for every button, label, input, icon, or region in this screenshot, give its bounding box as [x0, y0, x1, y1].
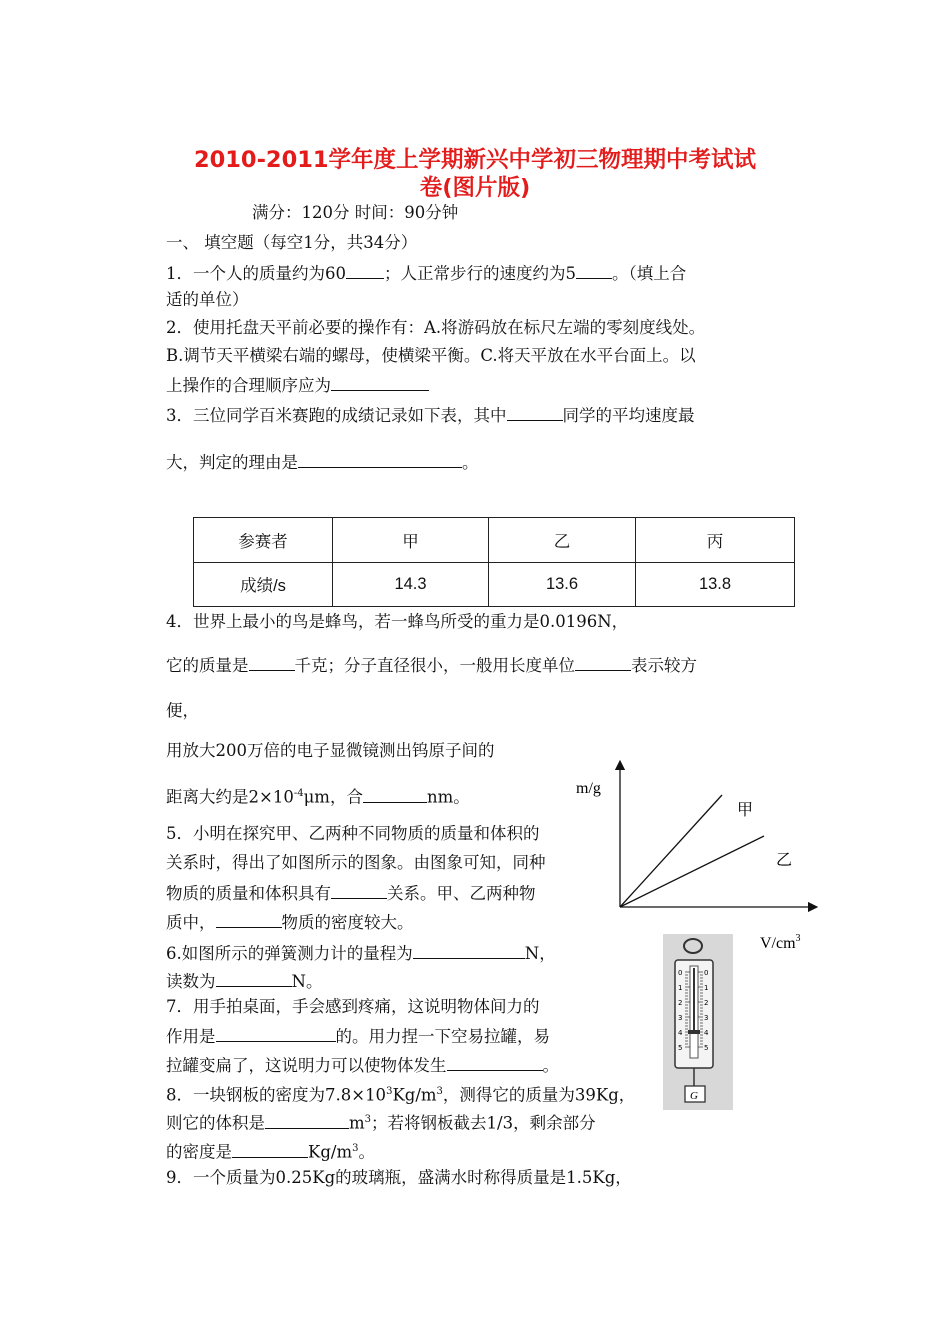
- question-8-line1: [166, 1082, 635, 1106]
- question-5-line4: [166, 911, 414, 933]
- q1-text: ；人正常步行的速度约为5: [384, 264, 576, 283]
- question-8-line3: [166, 1139, 375, 1163]
- table-cell: 甲: [333, 518, 489, 563]
- scale-tick-label: 0: [704, 969, 709, 977]
- scale-tick-label: 5: [678, 1044, 683, 1052]
- y-axis-label: m/g: [576, 780, 601, 797]
- q2-text: 上操作的合理顺序应为: [166, 376, 331, 395]
- scale-tick-label: 3: [678, 1014, 683, 1022]
- answer-blank[interactable]: [216, 970, 292, 987]
- question-4-line4: 用放大200万倍的电子显微镜测出钨原子间的: [166, 741, 495, 760]
- section-heading: 一、 填空题（每空1分，共34分）: [166, 233, 418, 252]
- q8-text: 。: [358, 1142, 375, 1162]
- exponent: 3: [436, 1086, 443, 1097]
- question-7-line3: [166, 1054, 559, 1076]
- answer-blank[interactable]: [265, 1112, 349, 1129]
- question-3-line1: [166, 404, 695, 426]
- q4-text: 距离大约是2×10: [166, 787, 294, 807]
- answer-blank[interactable]: [507, 404, 563, 421]
- table-cell: 13.6: [489, 562, 636, 607]
- question-8-line2: [166, 1110, 596, 1134]
- question-4-line2: [166, 654, 697, 676]
- table-cell: 丙: [636, 518, 795, 563]
- table-row: [194, 518, 795, 563]
- q7-text: 作用是: [166, 1027, 216, 1046]
- scale-tick-label: 0: [678, 969, 683, 977]
- spring-scale-image: [663, 934, 733, 1110]
- answer-blank[interactable]: [216, 911, 282, 928]
- table-cell: 参赛者: [194, 518, 333, 563]
- q6-text: 读数为: [166, 972, 216, 991]
- q5-text: 关系。甲、乙两种物: [387, 884, 536, 903]
- weight-label: G: [690, 1090, 698, 1102]
- answer-blank[interactable]: [576, 262, 612, 279]
- question-7-line2: [166, 1025, 550, 1047]
- q3-text: 同学的平均速度最: [562, 406, 695, 425]
- scale-tick-label: 3: [704, 1014, 709, 1022]
- scale-tick-label: 1: [704, 984, 709, 992]
- mass-volume-graph: [570, 755, 820, 955]
- answer-blank[interactable]: [249, 654, 295, 671]
- x-axis-label-text: V/cm: [760, 935, 796, 952]
- table-cell: 成绩/s: [194, 562, 333, 607]
- q6-text: 6.如图所示的弹簧测力计的量程为: [166, 944, 413, 963]
- exponent: 3: [386, 1086, 393, 1097]
- table-cell: 乙: [489, 518, 636, 563]
- q8-text: 则它的体积是: [166, 1113, 265, 1133]
- answer-blank[interactable]: [298, 451, 462, 468]
- scale-tick-label: 2: [704, 999, 709, 1007]
- question-5-line2: 关系时，得出了如图所示的图象。由图象可知，同种: [166, 853, 546, 872]
- answer-blank[interactable]: [346, 262, 384, 279]
- answer-blank[interactable]: [232, 1141, 308, 1158]
- scale-tick-label: 5: [704, 1044, 709, 1052]
- q7-text: 。: [542, 1056, 559, 1075]
- x-axis-label-exp: 3: [795, 933, 801, 944]
- q4-text: 表示较方: [631, 656, 697, 675]
- q4-text: 它的质量是: [166, 656, 249, 675]
- exponent: 3: [364, 1114, 372, 1125]
- q1-text: 1．一个人的质量约为60: [166, 264, 346, 283]
- table-cell: 14.3: [333, 562, 489, 607]
- q8-text: m: [349, 1113, 365, 1133]
- answer-blank[interactable]: [413, 942, 525, 959]
- line-yi: [620, 836, 764, 907]
- q4-text: 千克；分子直径很小，一般用长度单位: [294, 656, 575, 675]
- q8-text: 8．一块钢板的密度为7.8×10: [166, 1085, 387, 1105]
- scale-tick-label: 1: [678, 984, 683, 992]
- question-7-line1: 7．用手拍桌面，手会感到疼痛，这说明物体间力的: [166, 997, 540, 1016]
- question-4-line3: 便，: [166, 701, 199, 720]
- line-jia: [620, 795, 722, 907]
- line-yi-label: 乙: [776, 850, 793, 869]
- q1-text: 。（填上合: [612, 264, 687, 283]
- q5-text: 物质的密度较大。: [281, 913, 414, 932]
- question-4-line1: 4．世界上最小的鸟是蜂鸟，若一蜂鸟所受的重力是0.0196N，: [166, 612, 629, 631]
- question-2-line1: 2．使用托盘天平前必要的操作有：A.将游码放在标尺左端的零刻度线处。: [166, 318, 706, 337]
- answer-blank[interactable]: [216, 1025, 336, 1042]
- q3-text: 3．三位同学百米赛跑的成绩记录如下表，其中: [166, 406, 507, 425]
- q5-text: 质中，: [166, 913, 216, 932]
- question-2-line2: B.调节天平横梁右端的螺母，使横梁平衡。C.将天平放在水平台面上。以: [166, 346, 696, 365]
- scale-tick-label: 2: [678, 999, 683, 1007]
- results-table: [193, 517, 795, 607]
- q8-text: 的密度是: [166, 1142, 232, 1162]
- scale-tick-label: 4: [704, 1029, 709, 1037]
- q8-text: ，测得它的质量为39Kg，: [442, 1085, 636, 1105]
- x-axis-label: [760, 933, 801, 952]
- question-1-cont: 适的单位）: [166, 290, 249, 309]
- q8-text: ；若将钢板截去1/3，剩余部分: [371, 1113, 596, 1133]
- q6-text: N。: [291, 972, 323, 991]
- question-3-line2: [166, 451, 479, 473]
- question-5-line3: [166, 882, 536, 904]
- q4-text: μm，合: [303, 787, 363, 807]
- answer-blank[interactable]: [331, 882, 387, 899]
- exam-meta: 满分：120分 时间：90分钟: [252, 203, 459, 222]
- line-jia-label: 甲: [737, 800, 754, 819]
- scale-tick-label: 4: [678, 1029, 683, 1037]
- q7-text: 拉罐变扁了，这说明力可以使物体发生: [166, 1056, 447, 1075]
- question-2-line3: [166, 374, 429, 396]
- question-6-line1: [166, 942, 556, 964]
- answer-blank[interactable]: [363, 786, 427, 803]
- table-cell: 13.8: [636, 562, 795, 607]
- question-4-line5: [166, 784, 470, 808]
- answer-blank[interactable]: [447, 1054, 543, 1071]
- question-1: [166, 262, 686, 284]
- q6-text: N，: [524, 944, 556, 963]
- question-6-line2: [166, 970, 322, 992]
- exponent: 3: [352, 1143, 359, 1154]
- q4-text: nm。: [426, 787, 470, 807]
- page-title: 2010-2011学年度上学期新兴中学初三物理期中考试试: [193, 147, 757, 173]
- q3-text: 。: [462, 453, 479, 472]
- q8-text: Kg/m: [392, 1085, 437, 1105]
- question-5-line1: 5．小明在探究甲、乙两种不同物质的质量和体积的: [166, 824, 540, 843]
- exponent: -4: [293, 788, 304, 799]
- page-title-continued: 卷(图片版): [419, 175, 531, 201]
- q8-text: Kg/m: [308, 1142, 353, 1162]
- q5-text: 物质的质量和体积具有: [166, 884, 331, 903]
- answer-blank[interactable]: [575, 654, 631, 671]
- q7-text: 的。用力捏一下空易拉罐，易: [335, 1027, 550, 1046]
- question-9-line1: 9．一个质量为0.25Kg的玻璃瓶，盛满水时称得质量是1.5Kg，: [166, 1168, 632, 1187]
- q3-text: 大，判定的理由是: [166, 453, 298, 472]
- table-row: [194, 562, 795, 607]
- answer-blank[interactable]: [331, 374, 429, 391]
